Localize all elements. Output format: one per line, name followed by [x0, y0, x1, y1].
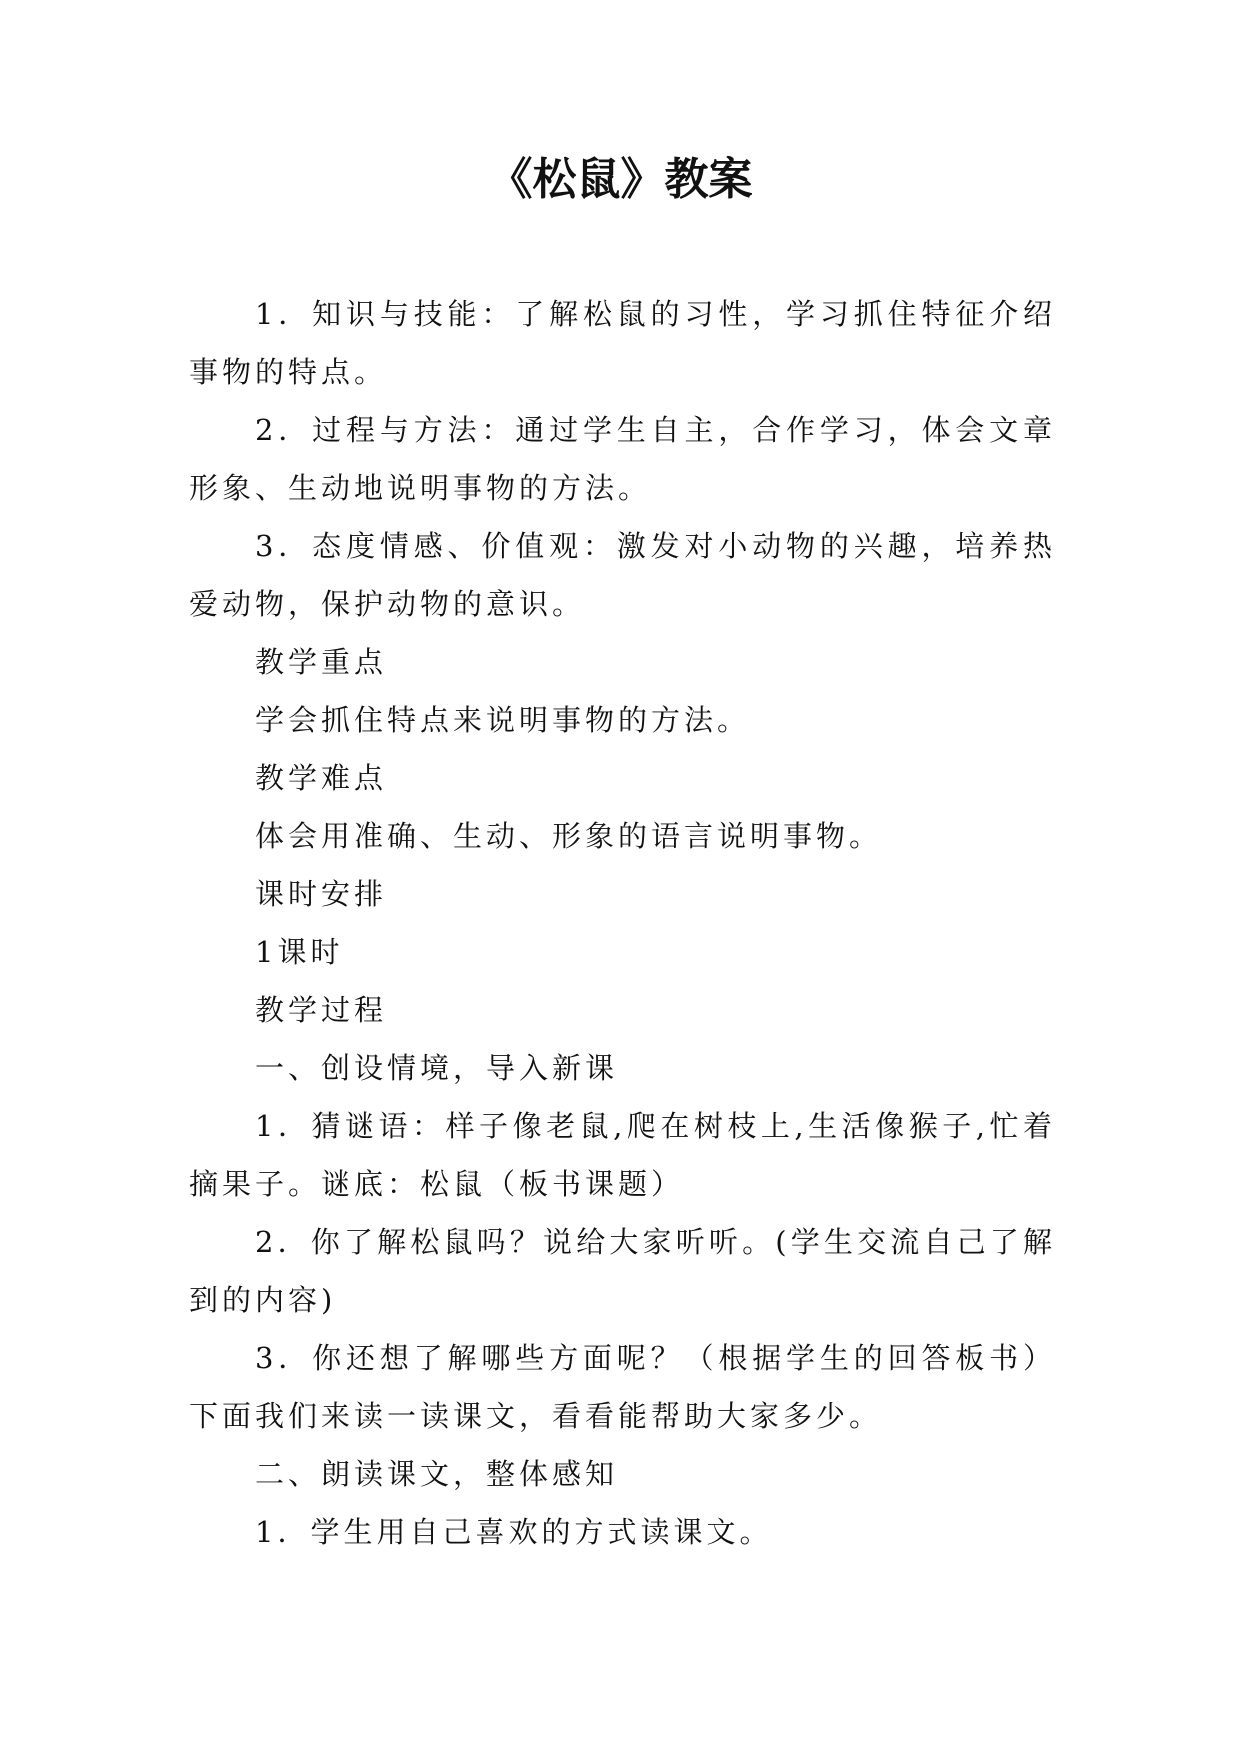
page-title: 《松鼠》教案 — [488, 154, 753, 205]
riddle-paragraph: 1．猜谜语：样子像老鼠,爬在树枝上,生活像猴子,忙着摘果子。谜底：松鼠（板书课题） — [189, 1109, 1056, 1201]
section-one-heading: 一、创设情境，导入新课 — [255, 1051, 619, 1085]
key-point-heading: 教学重点 — [255, 645, 388, 679]
objective-process-paragraph: 2．过程与方法：通过学生自主，合作学习，体会文章形象、生动地说明事物的方法。 — [189, 413, 1056, 505]
reading-paragraph: 1．学生用自己喜欢的方式读课文。 — [255, 1515, 773, 1549]
objective-knowledge-paragraph: 1．知识与技能：了解松鼠的习性，学习抓住特征介绍事物的特点。 — [189, 297, 1056, 389]
question-paragraph: 3．你还想了解哪些方面呢？（根据学生的回答板书）下面我们来读一读课文，看看能帮助大家多少。 — [189, 1341, 1056, 1433]
objective-attitude-paragraph: 3．态度情感、价值观：激发对小动物的兴趣，培养热爱动物，保护动物的意识。 — [189, 529, 1056, 621]
difficulty-text: 体会用准确、生动、形象的语言说明事物。 — [255, 819, 883, 853]
schedule-text: 1课时 — [255, 935, 344, 969]
key-point-text: 学会抓住特点来说明事物的方法。 — [255, 703, 751, 737]
difficulty-heading: 教学难点 — [255, 761, 388, 795]
section-two-heading: 二、朗读课文，整体感知 — [255, 1457, 619, 1491]
schedule-heading: 课时安排 — [255, 877, 388, 911]
process-heading: 教学过程 — [255, 993, 388, 1027]
document-body — [189, 285, 1056, 1561]
discussion-paragraph: 2．你了解松鼠吗？说给大家听听。(学生交流自己了解到的内容) — [189, 1225, 1056, 1317]
